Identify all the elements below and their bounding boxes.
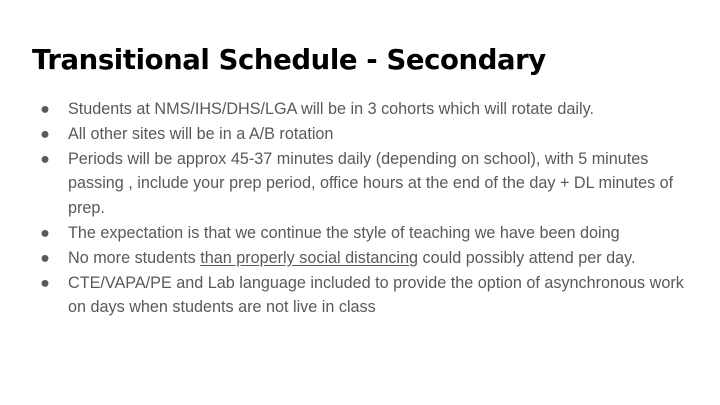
bullet-list	[36, 97, 696, 320]
bullet-text: All other sites will be in a A/B rotation	[68, 124, 334, 143]
bullet-text: The expectation is that we continue the style of teaching we have been doing	[68, 223, 620, 242]
bullet-text-before: No more students	[68, 248, 201, 267]
bullet-dot-icon: ●	[40, 223, 50, 242]
bullet-item-ab-rotation	[36, 122, 696, 147]
bullet-dot-icon: ●	[40, 100, 50, 118]
bullet-dot-icon: ●	[40, 124, 50, 143]
bullet-item-cohorts	[36, 97, 696, 122]
bullet-text-underlined: than properly social distancing	[200, 248, 419, 267]
bullet-dot-icon: ●	[40, 149, 50, 168]
bullet-text: Students at NMS/IHS/DHS/LGA will be in 3 cohorts which will rotate daily.	[68, 100, 595, 118]
bullet-text: CTE/VAPA/PE and Lab language included to provide the option of asynchronous work on days when students are not live in class	[68, 273, 684, 317]
bullet-dot-icon: ●	[40, 248, 50, 267]
bullet-item-attendance	[36, 246, 696, 271]
slide-title: Transitional Schedule - Secondary	[32, 44, 546, 76]
bullet-dot-icon: ●	[40, 273, 50, 292]
bullet-item-periods	[36, 147, 696, 221]
bullet-text-after: could possibly attend per day.	[418, 248, 636, 267]
bullet-text: Periods will be approx 45-37 minutes daily (depending on school), with 5 minutes passing , include your prep period, office hours at the end of the day + DL minutes of prep.	[68, 149, 674, 218]
bullet-item-expectation	[36, 221, 696, 246]
bullet-item-asynchronous	[36, 271, 696, 321]
